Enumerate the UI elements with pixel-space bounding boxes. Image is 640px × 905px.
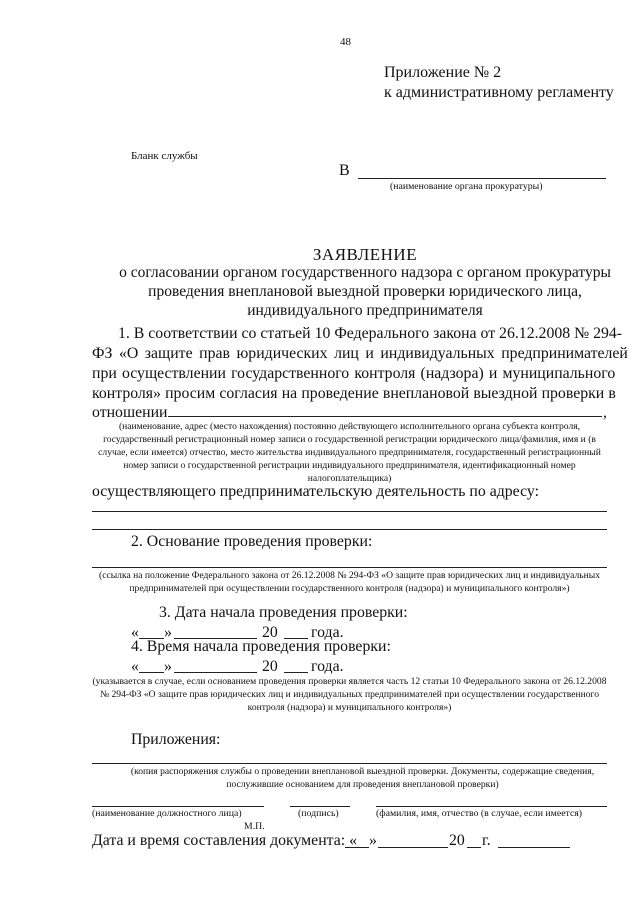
signature-caption: (подпись): [298, 808, 339, 819]
stamp-label: М.П.: [244, 821, 265, 832]
section1-comma: ,: [603, 404, 607, 421]
section4-year-prefix: 20: [262, 658, 278, 675]
section3-year-prefix: 20: [262, 624, 278, 641]
section4-year-suffix: года.: [311, 658, 344, 675]
date-year-line: [467, 847, 481, 848]
time-line: [498, 847, 570, 848]
page-number: 48: [340, 36, 351, 48]
date-label: Дата и время составления документа: «: [92, 832, 357, 849]
name-line: [376, 806, 607, 807]
section4-label: 4. Время начала проведения проверки:: [131, 638, 391, 655]
name-caption: (фамилия, имя, отчество (в случае, если имеется): [376, 808, 583, 819]
blank-label: Бланк службы: [131, 150, 198, 162]
section2-note: (ссылка на положение Федерального закона от 26.12.2008 № 294-ФЗ «О защите прав юридических лиц и индивидуальных предпринимателей при осуществлении государственного контроля (надзора) и муниципального контроля»): [99, 570, 600, 594]
recipient-line: [358, 178, 606, 179]
date-g: г.: [482, 832, 491, 849]
signature-line: [290, 806, 350, 807]
subtitle-line-1: о согласовании органом государственного надзора с органом прокуратуры: [119, 264, 611, 281]
section1-line-1: 1. В соответствии со статьей 10 Федерального закона от 26.12.2008 № 294-: [118, 325, 623, 342]
attachments-line: [92, 763, 607, 764]
section3-open-quote: «: [131, 624, 139, 641]
section3-label: 3. Дата начала проведения проверки:: [159, 604, 408, 621]
appendix-subtitle: к административному регламенту: [384, 84, 614, 101]
section4-day-line: [139, 672, 164, 673]
position-caption: (наименование должностного лица): [92, 808, 242, 819]
subtitle-line-3: индивидуального предпринимателя: [247, 302, 483, 319]
date-day-line: [345, 847, 369, 848]
section2-label: 2. Основание проведения проверки:: [131, 533, 373, 550]
attachments-note: (копия распоряжения службы о проведении внеплановой выездной проверки. Документы, содержащие сведения, послужившие основанием для проведения внеплановой проверки): [130, 766, 595, 790]
recipient-prefix: В: [339, 162, 350, 179]
date-month-line: [378, 847, 448, 848]
section3-close-quote: »: [164, 624, 172, 641]
section3-year-suffix: года.: [311, 624, 344, 641]
address-line-1: [92, 511, 607, 512]
section1-line-5: отношении: [92, 404, 168, 421]
date-year-prefix: 20: [449, 832, 465, 849]
section4-close-quote: »: [164, 658, 172, 675]
subtitle-line-2: проведения внеплановой выездной проверки юридического лица,: [148, 283, 582, 300]
attachments-label: Приложения:: [131, 731, 221, 748]
document-title: ЗАЯВЛЕНИЕ: [312, 245, 418, 264]
section4-note: (указывается в случае, если основанием проведения проверки является часть 12 статьи 10 Федерального закона от 26.12.2008 № 294-ФЗ «О защите прав юридических лиц и индивидуальных предпринимателей при осуществлении государственного контроля (надзора) и муниципального контроля»): [92, 676, 607, 713]
address-line-2: [92, 529, 607, 530]
section4-month-line: [174, 672, 257, 673]
section1-address-label: осуществляющего предпринимательскую деятельность по адресу:: [92, 483, 539, 500]
section4-open-quote: «: [131, 658, 139, 675]
section1-line-2: ФЗ «О защите прав юридических лиц и индивидуальных предпринимателей: [92, 345, 628, 362]
position-line: [92, 806, 264, 807]
appendix-title: Приложение № 2: [384, 64, 502, 81]
section1-line-3: при осуществлении государственного контроля (надзора) и муниципального: [92, 365, 616, 382]
section1-line-4: контроля» просим согласия на проведение внеплановой выездной проверки в: [92, 385, 616, 402]
basis-line: [92, 567, 607, 568]
section1-note: (наименование, адрес (место нахождения) постоянно действующего исполнительного органа субъекта контроля, государственный регистрационный номер записи о государственной регистрации юридического лица/фамилия, имя и (в случае, если имеется) отчество, место жительства индивидуального предпринимателя, государственный регистрационный номер записи о государственной регистрации индивидуального предпринимателя, идентификационный номер налогоплательщика): [98, 421, 601, 484]
recipient-caption: (наименование органа прокуратуры): [390, 181, 543, 192]
section4-year-line: [284, 672, 308, 673]
subject-line: [168, 416, 602, 417]
date-close-quote: »: [369, 832, 377, 849]
